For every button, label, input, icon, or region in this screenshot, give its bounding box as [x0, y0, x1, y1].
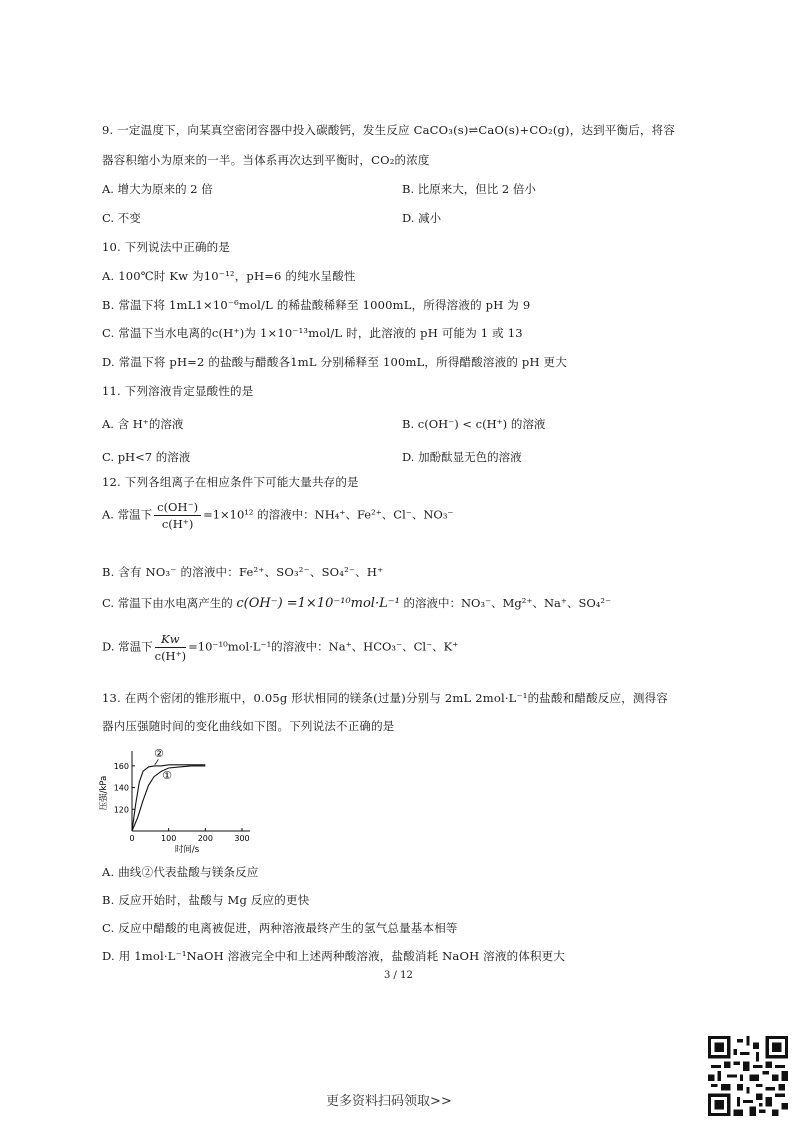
- qr-code-icon[interactable]: [708, 1036, 788, 1116]
- q12-option-b: B. 含有 NO₃⁻ 的溶液中：Fe²⁺、SO₃²⁻、SO₄²⁻、H⁺: [102, 565, 384, 579]
- q12-a-fraction: [154, 500, 201, 531]
- q12-c-prefix: C. 常温下由水电离产生的: [102, 596, 233, 610]
- y-axis-label: 压强/kPa: [99, 775, 109, 811]
- q12-a-denominator: c(H⁺): [161, 517, 194, 531]
- q13-stem-line2: 器内压强随时间的变化曲线如下图。下列说法不正确的是: [102, 719, 395, 733]
- q10-option-b: B. 常温下将 1mL1×10⁻⁶mol/L 的稀盐酸稀释至 1000mL，所得溶液的 pH 为 9: [102, 298, 531, 312]
- q12-d-denominator: c(H⁺): [154, 649, 187, 663]
- chart-axes: [132, 751, 250, 831]
- chart-labels: [98, 747, 250, 855]
- q12-option-d: [102, 632, 458, 663]
- y-tick-label: 140: [113, 783, 129, 793]
- q9-stem-line1: 9. 一定温度下，向某真空密闭容器中投入碳酸钙，发生反应 CaCO₃(s)⇌CaO(s)+CO₂(g)，达到平衡后，将容: [102, 123, 676, 137]
- q9-option-b: B. 比原来大，但比 2 倍小: [402, 182, 536, 196]
- q12-a-numerator: c(OH⁻): [154, 500, 201, 516]
- pressure-time-chart: [96, 745, 256, 855]
- q11-stem: 11. 下列溶液肯定显酸性的是: [102, 384, 254, 398]
- q12-c-suffix: 的溶液中：NO₃⁻、Mg²⁺、Na⁺、SO₄²⁻: [403, 596, 612, 610]
- y-tick-label: 120: [113, 805, 129, 815]
- x-tick-label: 0: [129, 834, 135, 843]
- q10-option-a: A. 100℃时 Kw 为10⁻¹²，pH=6 的纯水呈酸性: [102, 269, 356, 283]
- q11-option-a: A. 含 H⁺的溶液: [102, 417, 184, 431]
- footer-text[interactable]: 更多资料扫码领取>>: [326, 1094, 452, 1109]
- q12-d-fraction: [155, 632, 187, 663]
- q12-option-c: [102, 595, 611, 611]
- y-tick-label: 160: [113, 761, 129, 771]
- q12-d-prefix: D. 常温下: [102, 639, 153, 654]
- q13-option-a: A. 曲线②代表盐酸与镁条反应: [102, 865, 259, 879]
- series-label-2: ②: [154, 747, 164, 761]
- q10-option-c: C. 常温下当水电离的c(H⁺)为 1×10⁻¹³mol/L 时，此溶液的 pH 可能为 1 或 13: [102, 326, 523, 340]
- q9-option-c: C. 不变: [102, 211, 141, 225]
- x-tick-label: 100: [161, 834, 177, 843]
- q11-option-c: C. pH<7 的溶液: [102, 450, 191, 464]
- q13-option-c: C. 反应中醋酸的电离被促进，两种溶液最终产生的氢气总量基本相等: [102, 921, 458, 935]
- q11-option-b: B. c(OH⁻) < c(H⁺) 的溶液: [402, 417, 546, 431]
- q12-stem: 12. 下列各组离子在相应条件下可能大量共存的是: [102, 475, 359, 489]
- q13-stem-line1: 13. 在两个密闭的锥形瓶中，0.05g 形状相同的镁条(过量)分别与 2mL 2mol·L⁻¹的盐酸和醋酸反应，测得容: [102, 691, 669, 705]
- q10-option-d: D. 常温下将 pH=2 的盐酸与醋酸各1mL 分别稀释至 100mL，所得醋酸溶液的 pH 更大: [102, 355, 567, 369]
- q13-option-b: B. 反应开始时，盐酸与 Mg 反应的更快: [102, 893, 310, 907]
- q11-option-d: D. 加酚酞显无色的溶液: [402, 450, 522, 464]
- q9-option-d: D. 减小: [402, 211, 442, 225]
- q12-d-suffix: =10⁻¹⁰mol·L⁻¹的溶液中：Na⁺、HCO₃⁻、Cl⁻、K⁺: [188, 639, 459, 654]
- series-label-1: ①: [162, 768, 172, 782]
- q12-a-suffix: =1×10¹² 的溶液中：NH₄⁺、Fe²⁺、Cl⁻、NO₃⁻: [203, 507, 454, 522]
- x-tick-label: 300: [234, 834, 250, 843]
- q10-stem: 10. 下列说法中正确的是: [102, 240, 231, 254]
- page-number: 3 / 12: [384, 970, 413, 981]
- q12-c-expression: c(OH⁻) =1×10⁻¹⁰mol·L⁻¹: [236, 596, 400, 611]
- q9-stem-line2: 器容积缩小为原来的一半。当体系再次达到平衡时，CO₂的浓度: [102, 153, 430, 167]
- x-axis-label: 时间/s: [174, 845, 200, 855]
- q9-option-a: A. 增大为原来的 2 倍: [102, 182, 213, 196]
- q12-d-numerator: Kw: [155, 632, 187, 648]
- q12-option-a: [102, 500, 454, 531]
- q13-option-d: D. 用 1mol·L⁻¹NaOH 溶液完全中和上述两种酸溶液，盐酸消耗 NaOH 溶液的体积更大: [102, 949, 566, 963]
- q12-a-prefix: A. 常温下: [102, 507, 153, 522]
- x-tick-label: 200: [197, 834, 213, 843]
